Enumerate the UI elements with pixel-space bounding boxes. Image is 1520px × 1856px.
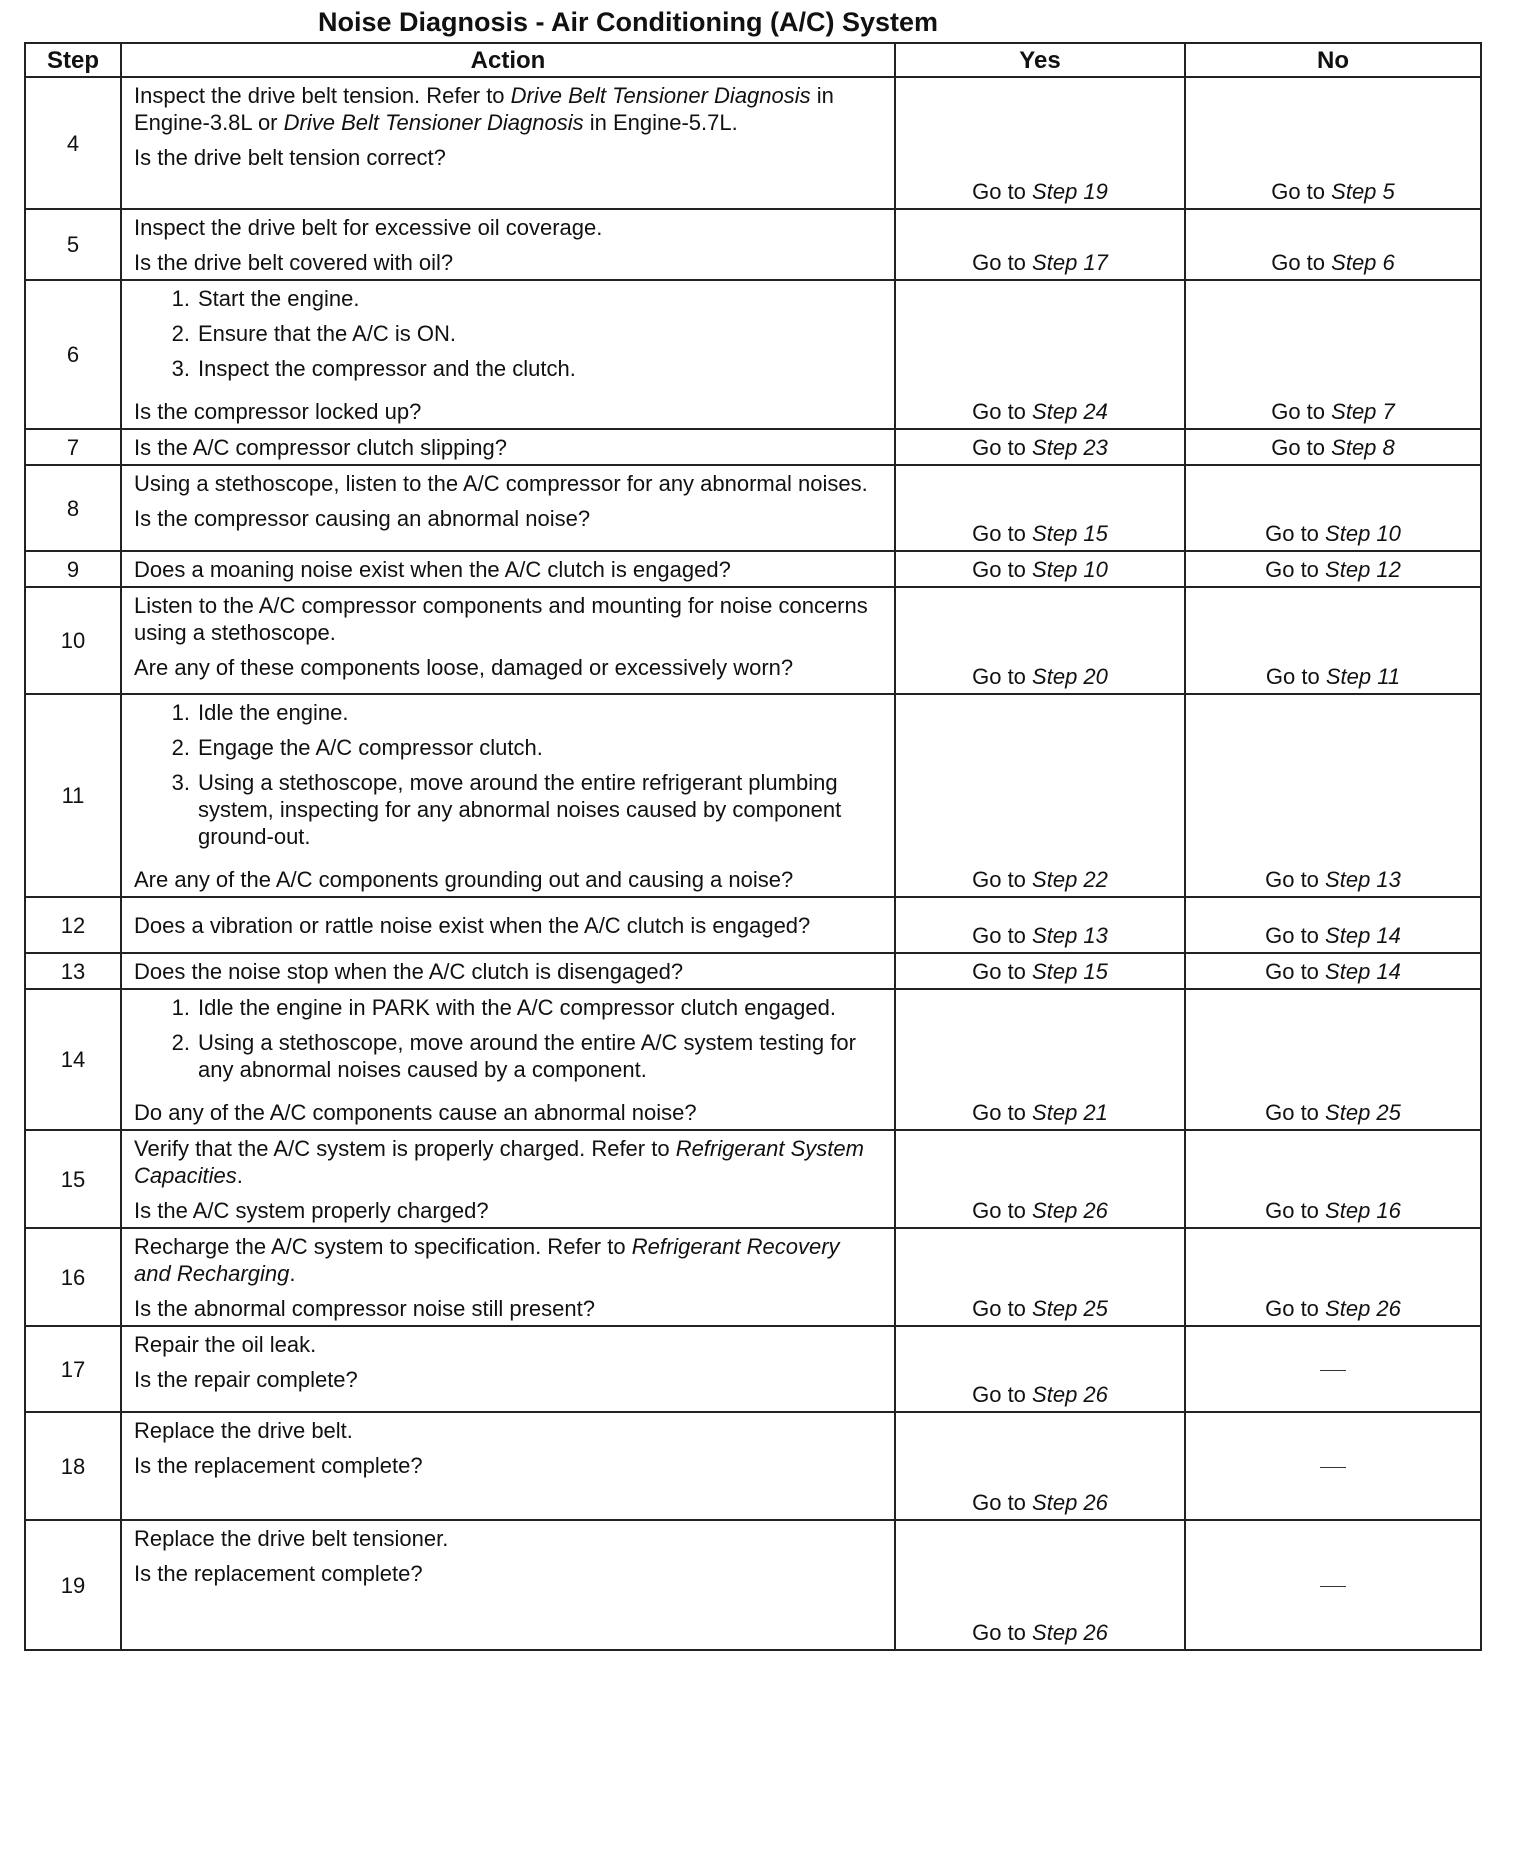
- go-to-link: [1266, 664, 1400, 689]
- go-to-step: Step 25: [1325, 1100, 1401, 1125]
- go-to-step: Step 12: [1325, 557, 1401, 582]
- go-to-label: Go to: [972, 1490, 1026, 1515]
- action-cell: [121, 1228, 895, 1326]
- go-to-link: [972, 399, 1108, 424]
- go-to-link: [972, 557, 1108, 582]
- list-item: [134, 769, 882, 850]
- no-cell: [1185, 465, 1481, 551]
- go-to-link: [1265, 1198, 1401, 1223]
- table-row: [25, 1228, 1481, 1326]
- go-to-link: [1265, 521, 1401, 546]
- reference-link: Drive Belt Tensioner Diagnosis: [283, 110, 584, 135]
- question-text: Is the compressor locked up?: [134, 399, 422, 424]
- reference-link: Drive Belt Tensioner Diagnosis: [510, 83, 811, 108]
- question-text: Is the replacement complete?: [134, 1453, 423, 1478]
- yes-cell: [895, 1130, 1185, 1228]
- header-step: Step: [25, 43, 121, 77]
- go-to-link: [972, 1620, 1108, 1645]
- action-cell: [121, 77, 895, 209]
- no-cell: [1185, 897, 1481, 953]
- go-to-step: Step 11: [1325, 664, 1401, 689]
- action-text-part: .: [236, 1163, 243, 1188]
- go-to-link: [972, 1198, 1108, 1223]
- list-number: 1.: [171, 700, 190, 725]
- go-to-link: [972, 1490, 1108, 1515]
- action-cell: [121, 1520, 895, 1650]
- action-cell: [121, 209, 895, 280]
- dash-mark: [1320, 1586, 1346, 1587]
- yes-cell: [895, 1228, 1185, 1326]
- go-to-step: Step 22: [1032, 867, 1108, 892]
- action-text: [134, 214, 882, 241]
- go-to-step: Step 17: [1032, 250, 1108, 275]
- action-text: [134, 1417, 882, 1444]
- list-item-text: Using a stethoscope, move around the entire refrigerant plumbing system, inspecting for any abnormal noises caused by component ground-out.: [198, 770, 842, 849]
- go-to-step: Step 19: [1032, 179, 1108, 204]
- yes-cell: [895, 953, 1185, 989]
- action-cell: [121, 694, 895, 897]
- step-number: 9: [25, 551, 121, 587]
- table-row: [25, 551, 1481, 587]
- table-row: [25, 989, 1481, 1130]
- table-row: [25, 280, 1481, 429]
- list-item-text: Inspect the compressor and the clutch.: [198, 356, 576, 381]
- question-text: Is the drive belt covered with oil?: [134, 250, 454, 275]
- page-title: Noise Diagnosis - Air Conditioning (A/C) System: [317, 7, 939, 37]
- table-row: [25, 694, 1481, 897]
- list-number: 2.: [171, 735, 190, 760]
- go-to-link: [972, 1100, 1108, 1125]
- action-text: [134, 470, 882, 497]
- go-to-step: Step 26: [1032, 1490, 1108, 1515]
- no-cell: [1185, 77, 1481, 209]
- action-text-part: in Engine-3.8L or: [134, 83, 834, 135]
- go-to-link: [972, 250, 1108, 275]
- go-to-label: Go to: [1265, 867, 1319, 892]
- no-cell: [1185, 429, 1481, 465]
- go-to-step: Step 7: [1331, 399, 1395, 424]
- step-number: 14: [25, 989, 121, 1130]
- no-cell: [1185, 209, 1481, 280]
- go-to-label: Go to: [1271, 399, 1326, 424]
- go-to-step: Step 21: [1032, 1100, 1108, 1125]
- table-row: [25, 429, 1481, 465]
- dash-mark: [1320, 1467, 1346, 1468]
- question-text: Is the A/C system properly charged?: [134, 1198, 489, 1223]
- go-to-link: [1265, 959, 1401, 984]
- yes-cell: [895, 989, 1185, 1130]
- go-to-label: Go to: [972, 1296, 1026, 1321]
- go-to-label: Go to: [1271, 250, 1326, 275]
- action-list: [134, 285, 882, 382]
- go-to-label: Go to: [972, 1100, 1026, 1125]
- action-cell: [121, 587, 895, 694]
- action-text-part: Inspect the drive belt for excessive oil coverage.: [134, 215, 603, 240]
- no-cell: [1185, 1520, 1481, 1650]
- go-to-step: Step 14: [1325, 923, 1401, 948]
- go-to-link: [1271, 399, 1395, 424]
- header-no: No: [1185, 43, 1481, 77]
- go-to-label: Go to: [972, 1198, 1026, 1223]
- go-to-link: [972, 664, 1108, 689]
- step-number: 5: [25, 209, 121, 280]
- go-to-step: Step 15: [1032, 521, 1108, 546]
- go-to-step: Step 25: [1032, 1296, 1108, 1321]
- go-to-label: Go to: [972, 1620, 1026, 1645]
- go-to-link: [1271, 250, 1395, 275]
- action-list: [134, 699, 882, 850]
- list-number: 3.: [171, 770, 190, 795]
- diagnosis-table: [24, 42, 1482, 1651]
- go-to-label: Go to: [1265, 1198, 1319, 1223]
- action-cell: [121, 953, 895, 989]
- go-to-label: Go to: [972, 923, 1026, 948]
- step-number: 13: [25, 953, 121, 989]
- step-number: 6: [25, 280, 121, 429]
- step-number: 15: [25, 1130, 121, 1228]
- action-text: [134, 1135, 882, 1189]
- action-text: [134, 1331, 882, 1358]
- action-text-part: Recharge the A/C system to specification. Refer to: [134, 1234, 632, 1259]
- go-to-step: Step 26: [1032, 1620, 1108, 1645]
- list-item-text: Ensure that the A/C is ON.: [198, 321, 457, 346]
- step-number: 12: [25, 897, 121, 953]
- yes-cell: [895, 429, 1185, 465]
- go-to-link: [1265, 557, 1401, 582]
- action-cell: [121, 989, 895, 1130]
- go-to-label: Go to: [972, 664, 1026, 689]
- list-item-text: Idle the engine in PARK with the A/C compressor clutch engaged.: [198, 995, 836, 1020]
- action-text: [134, 82, 882, 136]
- yes-cell: [895, 897, 1185, 953]
- list-item: [134, 1029, 882, 1083]
- question-text: Does the noise stop when the A/C clutch is disengaged?: [134, 959, 684, 984]
- table-row: [25, 897, 1481, 953]
- go-to-link: [972, 435, 1108, 460]
- no-cell: [1185, 280, 1481, 429]
- step-number: 17: [25, 1326, 121, 1412]
- go-to-label: Go to: [1265, 557, 1319, 582]
- no-cell: [1185, 694, 1481, 897]
- go-to-label: Go to: [972, 179, 1026, 204]
- action-text-part: Using a stethoscope, listen to the A/C compressor for any abnormal noises.: [134, 471, 868, 496]
- go-to-label: Go to: [972, 1382, 1026, 1407]
- go-to-label: Go to: [1271, 435, 1326, 460]
- yes-cell: [895, 209, 1185, 280]
- go-to-step: Step 13: [1032, 923, 1108, 948]
- go-to-label: Go to: [972, 959, 1026, 984]
- yes-cell: [895, 1412, 1185, 1520]
- no-cell: [1185, 1412, 1481, 1520]
- go-to-step: Step 10: [1325, 521, 1401, 546]
- question-text: Are any of these components loose, damaged or excessively worn?: [134, 655, 794, 680]
- go-to-link: [1265, 1100, 1401, 1125]
- yes-cell: [895, 694, 1185, 897]
- go-to-label: Go to: [1271, 179, 1326, 204]
- yes-cell: [895, 551, 1185, 587]
- action-text-part: Listen to the A/C compressor components and mounting for noise concerns using a stethoscope.: [134, 593, 868, 645]
- list-item: [134, 355, 882, 382]
- action-cell: [121, 1412, 895, 1520]
- action-text-part: Repair the oil leak.: [134, 1332, 317, 1357]
- step-number: 4: [25, 77, 121, 209]
- go-to-step: Step 5: [1331, 179, 1395, 204]
- question-text: Does a moaning noise exist when the A/C clutch is engaged?: [134, 557, 731, 582]
- action-text-part: in Engine-5.7L.: [583, 110, 738, 135]
- list-item-text: Engage the A/C compressor clutch.: [198, 735, 543, 760]
- no-cell: [1185, 953, 1481, 989]
- list-number: 1.: [171, 995, 190, 1020]
- table-body: [25, 77, 1481, 1650]
- list-number: 2.: [171, 321, 190, 346]
- question-text: Is the compressor causing an abnormal noise?: [134, 506, 591, 531]
- header-action: Action: [121, 43, 895, 77]
- go-to-label: Go to: [1265, 521, 1319, 546]
- table-row: [25, 953, 1481, 989]
- list-number: 3.: [171, 356, 190, 381]
- table-row: [25, 587, 1481, 694]
- action-cell: [121, 280, 895, 429]
- action-cell: [121, 465, 895, 551]
- action-text-part: Replace the drive belt.: [134, 1418, 353, 1443]
- go-to-label: Go to: [972, 521, 1026, 546]
- table-row: [25, 77, 1481, 209]
- list-item: [134, 320, 882, 347]
- yes-cell: [895, 1326, 1185, 1412]
- step-number: 10: [25, 587, 121, 694]
- step-number: 11: [25, 694, 121, 897]
- no-cell: [1185, 587, 1481, 694]
- yes-cell: [895, 280, 1185, 429]
- question-text: Is the A/C compressor clutch slipping?: [134, 435, 507, 460]
- go-to-step: Step 10: [1032, 557, 1108, 582]
- reference-link: Refrigerant System Capacities: [134, 1136, 864, 1188]
- go-to-link: [972, 1296, 1108, 1321]
- step-number: 8: [25, 465, 121, 551]
- action-cell: [121, 1130, 895, 1228]
- go-to-link: [972, 1382, 1108, 1407]
- action-text-part: Inspect the drive belt tension. Refer to: [134, 83, 511, 108]
- go-to-step: Step 24: [1032, 399, 1108, 424]
- no-cell: [1185, 1228, 1481, 1326]
- action-text-part: Replace the drive belt tensioner.: [134, 1526, 449, 1551]
- list-item-text: Start the engine.: [198, 286, 360, 311]
- question-text: Is the abnormal compressor noise still present?: [134, 1296, 595, 1321]
- go-to-link: [1265, 867, 1401, 892]
- no-cell: [1185, 989, 1481, 1130]
- go-to-label: Go to: [972, 435, 1026, 460]
- action-text-part: .: [289, 1261, 296, 1286]
- list-item: [134, 699, 882, 726]
- action-list: [134, 994, 882, 1083]
- list-item: [134, 734, 882, 761]
- go-to-link: [972, 867, 1108, 892]
- go-to-step: Step 23: [1032, 435, 1108, 460]
- go-to-step: Step 13: [1325, 867, 1401, 892]
- go-to-link: [1265, 923, 1401, 948]
- go-to-link: [972, 959, 1108, 984]
- go-to-label: Go to: [1265, 1296, 1319, 1321]
- no-cell: [1185, 551, 1481, 587]
- question-text: Is the drive belt tension correct?: [134, 145, 446, 170]
- step-number: 18: [25, 1412, 121, 1520]
- go-to-step: Step 6: [1331, 250, 1395, 275]
- go-to-link: [1265, 1296, 1401, 1321]
- table-row: [25, 1412, 1481, 1520]
- yes-cell: [895, 1520, 1185, 1650]
- reference-link: Refrigerant Recovery and Recharging: [134, 1234, 840, 1286]
- yes-cell: [895, 465, 1185, 551]
- action-text: [134, 592, 882, 646]
- go-to-label: Go to: [1265, 923, 1319, 948]
- list-item: [134, 994, 882, 1021]
- go-to-link: [972, 521, 1108, 546]
- list-item-text: Idle the engine.: [198, 700, 349, 725]
- question-text: Does a vibration or rattle noise exist when the A/C clutch is engaged?: [134, 913, 811, 938]
- go-to-label: Go to: [1265, 959, 1319, 984]
- go-to-label: Go to: [972, 867, 1026, 892]
- go-to-step: Step 15: [1032, 959, 1108, 984]
- step-number: 16: [25, 1228, 121, 1326]
- no-cell: [1185, 1130, 1481, 1228]
- table-row: [25, 1326, 1481, 1412]
- go-to-label: Go to: [1265, 664, 1320, 689]
- go-to-step: Step 26: [1032, 1198, 1108, 1223]
- action-cell: [121, 551, 895, 587]
- action-text-part: Verify that the A/C system is properly charged. Refer to: [134, 1136, 676, 1161]
- header-yes: Yes: [895, 43, 1185, 77]
- question-text: Do any of the A/C components cause an abnormal noise?: [134, 1100, 697, 1125]
- go-to-label: Go to: [972, 250, 1026, 275]
- no-cell: [1185, 1326, 1481, 1412]
- step-number: 7: [25, 429, 121, 465]
- header-row: [25, 43, 1481, 77]
- action-text: [134, 1525, 882, 1552]
- dash-mark: [1320, 1370, 1346, 1371]
- yes-cell: [895, 587, 1185, 694]
- table-row: [25, 209, 1481, 280]
- yes-cell: [895, 77, 1185, 209]
- go-to-link: [1271, 179, 1395, 204]
- list-number: 1.: [171, 286, 190, 311]
- list-item-text: Using a stethoscope, move around the entire A/C system testing for any abnormal noises caused by a component.: [198, 1030, 856, 1082]
- action-cell: [121, 429, 895, 465]
- table-row: [25, 1130, 1481, 1228]
- action-cell: [121, 897, 895, 953]
- go-to-link: [972, 179, 1108, 204]
- list-number: 2.: [171, 1030, 190, 1055]
- action-text: [134, 1233, 882, 1287]
- question-text: Is the repair complete?: [134, 1367, 358, 1392]
- go-to-step: Step 26: [1032, 1382, 1108, 1407]
- step-number: 19: [25, 1520, 121, 1650]
- table-row: [25, 1520, 1481, 1650]
- action-cell: [121, 1326, 895, 1412]
- question-text: Are any of the A/C components grounding out and causing a noise?: [134, 867, 794, 892]
- go-to-step: Step 8: [1331, 435, 1395, 460]
- go-to-label: Go to: [972, 399, 1026, 424]
- go-to-step: Step 26: [1325, 1296, 1401, 1321]
- go-to-label: Go to: [972, 557, 1026, 582]
- go-to-link: [1271, 435, 1395, 460]
- go-to-step: Step 20: [1032, 664, 1108, 689]
- go-to-step: Step 14: [1325, 959, 1401, 984]
- go-to-label: Go to: [1265, 1100, 1319, 1125]
- table-row: [25, 465, 1481, 551]
- list-item: [134, 285, 882, 312]
- question-text: Is the replacement complete?: [134, 1561, 423, 1586]
- go-to-link: [972, 923, 1108, 948]
- go-to-step: Step 16: [1325, 1198, 1401, 1223]
